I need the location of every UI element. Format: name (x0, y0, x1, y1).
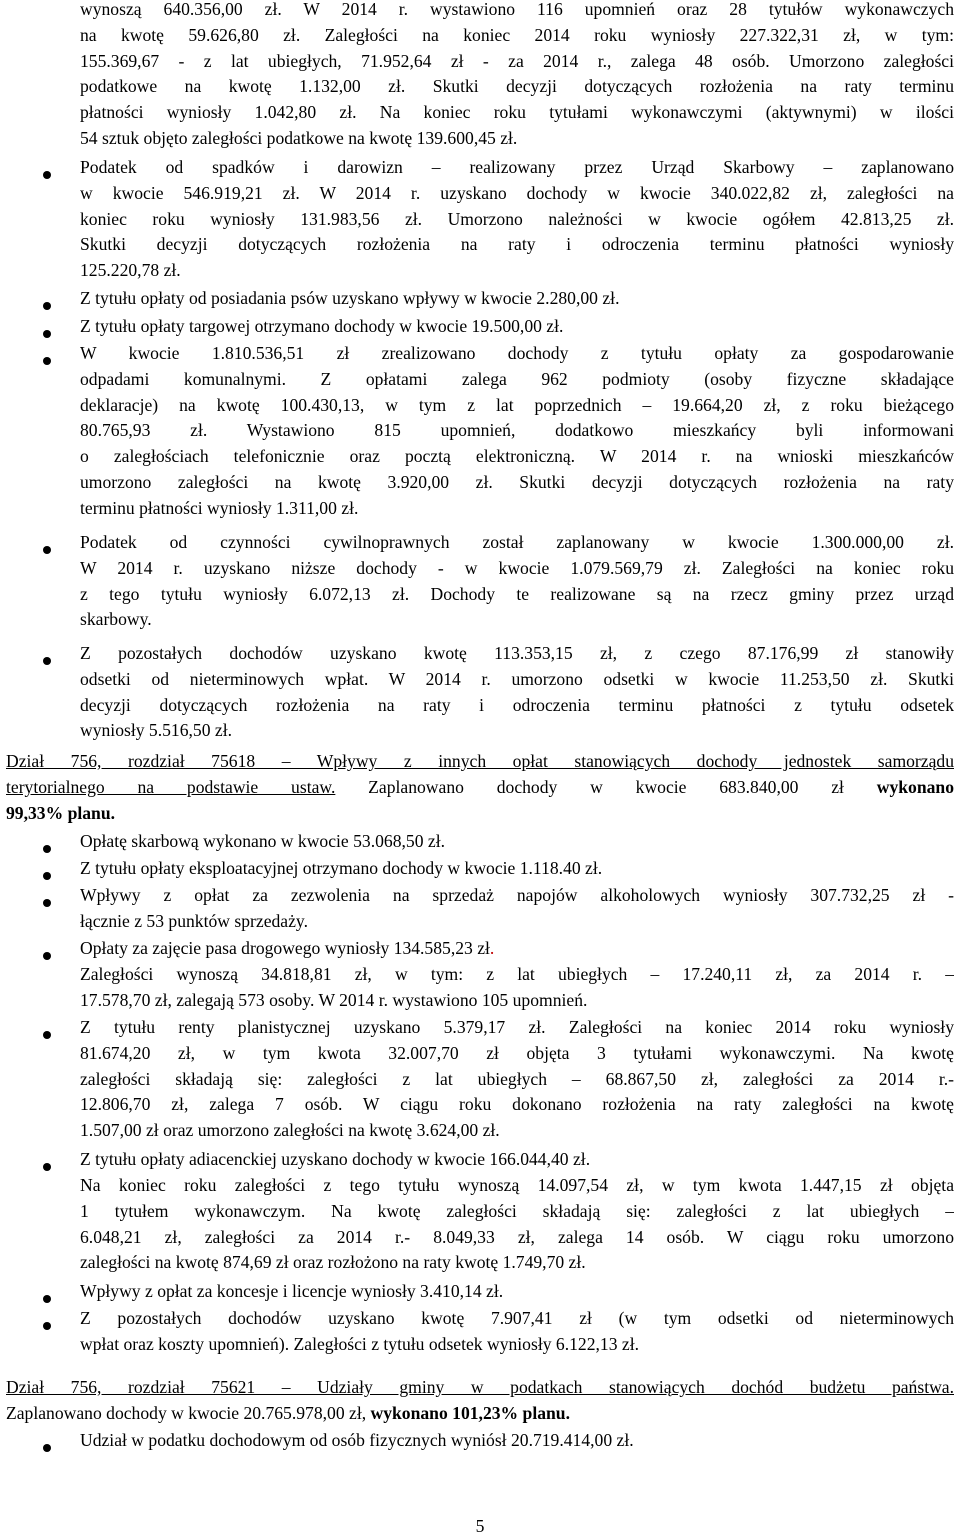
bullet-icon (43, 657, 51, 665)
text-line: Z tytułu opłaty targowej otrzymano dochody w kwocie 19.500,00 zł. (80, 316, 564, 336)
text-line: 80.765,93 zł. Wystawiono 815 upomnień, dodatkowo mieszkańcy byli informowani (80, 420, 954, 441)
text-line: 81.674,20 zł, w tym kwota 32.007,70 zł objęta 3 tytułami wykonawczymi. Na kwotę (80, 1042, 954, 1063)
text-line: o zaległościach telefonicznie oraz pocztą elektroniczną. W 2014 r. na wnioski mieszkańców (80, 446, 954, 467)
text-line: odsetki od nieterminowych wpłat. W 2014 r. umorzono odsetki w kwocie 11.253,50 zł. Skutki (80, 668, 954, 689)
list-item (80, 1279, 954, 1305)
section-heading-75621 (6, 1375, 954, 1427)
bullet-icon (43, 1322, 51, 1330)
bullet-icon (43, 952, 51, 960)
text-line: w kwocie 546.919,21 zł. W 2014 r. uzyskano dochody w kwocie 340.022,82 zł, zaległości na (80, 182, 954, 203)
executed-label: wykonano (876, 776, 954, 797)
bullet-icon (43, 1163, 51, 1171)
text-line: 12.806,70 zł, zalega 7 osób. W ciągu roku dokonano rozłożenia na raty zaległości na kwotę (80, 1094, 954, 1115)
text-line: 6.048,21 zł, zaległości za 2014 r.- 8.049,33 zł, zalega 14 osób. W ciągu roku umorzono (80, 1226, 954, 1247)
text-line: z tego tytułu wyniosły 6.072,13 zł. Dochody te realizowane są na rzecz gminy przez urząd (80, 583, 954, 604)
list-item-continuation (80, 1173, 954, 1276)
list-item (80, 936, 954, 962)
plan-text: Zaplanowano dochody w kwocie 20.765.978,00 zł, (6, 1402, 371, 1423)
list-item (80, 530, 954, 633)
text-line: Wpływy z opłat za koncesje i licencje wyniosły 3.410,14 zł. (80, 1281, 504, 1301)
list-item (80, 1015, 954, 1144)
bullet-icon (43, 1444, 51, 1452)
list-item-continuation (80, 962, 954, 1014)
text-line: podatkowe na kwotę 1.132,00 zł. Skutki decyzji dotyczących rozłożenia na raty terminu (80, 76, 954, 97)
text-line: na kwotę 59.626,80 zł. Zaległości na koniec 2014 roku wyniosły 227.322,31 zł, w tym: (80, 24, 954, 45)
text-line: W 2014 r. uzyskano niższe dochody - w kwocie 1.079.569,79 zł. Zaległości na koniec roku (80, 557, 954, 578)
text-line: zaległości na kwotę 874,69 zł oraz rozłożono na raty kwotę 1.749,70 zł. (80, 1252, 586, 1273)
text-line: koniec roku wyniosły 131.983,56 zł. Umorzono należności w kwocie ogółem 42.813,25 zł. (80, 208, 954, 229)
text-line: decyzji dotyczących rozłożenia na raty i odroczenia terminu płatności z tytułu odsetek (80, 694, 954, 715)
text-line: Udział w podatku dochodowym od osób fizycznych wyniósł 20.719.414,00 zł. (80, 1430, 634, 1450)
text-line: 125.220,78 zł. (80, 260, 181, 281)
text-line: Na koniec roku zaległości z tego tytułu wynoszą 14.097,54 zł, w tym kwota 1.447,15 zł objęta (80, 1175, 954, 1195)
text-line: odpadami komunalnymi. Z opłatami zalega 962 podmioty (osoby fizyczne składające (80, 368, 954, 389)
text-line: 1.507,00 zł oraz umorzono zaległości na kwotę 3.624,00 zł. (80, 1120, 500, 1141)
text-line: Z tytułu renty planistycznej uzyskano 5.379,17 zł. Zaległości na koniec 2014 roku wyniosły (80, 1017, 954, 1037)
bullet-icon (43, 302, 51, 310)
text-line: Z pozostałych dochodów uzyskano kwotę 113.353,15 zł, z czego 87.176,99 zł stanowiły (80, 643, 954, 663)
bullet-icon (43, 872, 51, 880)
text-line: Podatek od spadków i darowizn – realizowany przez Urząd Skarbowy – zaplanowano (80, 157, 954, 177)
plan-text: Zaplanowano dochody w kwocie 683.840,00 zł (335, 776, 877, 797)
text-line: Opłatę skarbową wykonano w kwocie 53.068,50 zł. (80, 831, 445, 851)
text-line: wynoszą 640.356,00 zł. W 2014 r. wystawiono 116 upomnień oraz 28 tytułów wykonawczych (80, 0, 954, 19)
section-plan-line (6, 1401, 954, 1427)
list-item (80, 1306, 954, 1358)
list-item (80, 341, 954, 522)
text-line: skarbowy. (80, 609, 152, 630)
list-item (80, 155, 954, 284)
red-period: . (489, 938, 495, 958)
text-line: 1 tytułem wykonawczym. Na kwotę zaległości składają się: zaległości z lat ubiegłych – (80, 1200, 954, 1221)
list-item (80, 286, 954, 312)
list-item (80, 641, 954, 744)
bullet-icon (43, 899, 51, 907)
page-number: 5 (475, 1516, 485, 1536)
text-line (80, 936, 954, 962)
list-item (80, 314, 954, 340)
text-line: łącznie z 53 punktów sprzedaży. (80, 910, 308, 931)
section-title: Dział 756, rozdział 75618 – Wpływy z innych opłat stanowiących dochody jednostek samorządu (6, 751, 954, 771)
section-heading-75618 (6, 749, 954, 826)
text-span: Opłaty za zajęcie pasa drogowego wyniosły 134.585,23 zł (80, 938, 490, 958)
text-line: Podatek od czynności cywilnoprawnych został zaplanowany w kwocie 1.300.000,00 zł. (80, 532, 954, 552)
text-line: Z tytułu opłaty od posiadania psów uzyskano wpływy w kwocie 2.280,00 zł. (80, 288, 620, 308)
continuation-paragraph (80, 0, 954, 152)
bullet-icon (43, 1031, 51, 1039)
list-item (80, 1147, 954, 1173)
text-line: deklaracje) na kwotę 100.430,13, w tym z lat poprzednich – 19.664,20 zł, z roku bieżącego (80, 394, 954, 415)
text-line: Z tytułu opłaty adiacenckiej uzyskano dochody w kwocie 166.044,40 zł. (80, 1149, 591, 1169)
text-line: Wpływy z opłat za zezwolenia na sprzedaż napojów alkoholowych wyniosły 307.732,25 zł - (80, 885, 954, 905)
text-line: Zaległości wynoszą 34.818,81 zł, w tym: z lat ubiegłych – 17.240,11 zł, za 2014 r. – (80, 964, 954, 984)
list-item (80, 1428, 954, 1454)
section-plan-line (6, 775, 954, 801)
executed-percent: 99,33% planu. (6, 802, 116, 823)
text-line: Z pozostałych dochodów uzyskano kwotę 7.907,41 zł (w tym odsetki od nieterminowych (80, 1308, 954, 1328)
bullet-icon (43, 1295, 51, 1303)
bullet-icon (43, 357, 51, 365)
text-line: Skutki decyzji dotyczących rozłożenia na raty i odroczenia terminu płatności wyniosły (80, 234, 954, 255)
list-item (80, 883, 954, 935)
text-line: terminu płatności wyniosły 1.311,00 zł. (80, 497, 359, 518)
text-line: płatności wyniosły 1.042,80 zł. Na koniec roku tytułami wykonawczymi (aktywnymi) w ilości (80, 102, 954, 123)
text-line: W kwocie 1.810.536,51 zł zrealizowano dochody z tytułu opłaty za gospodarowanie (80, 343, 954, 363)
section-title: Dział 756, rozdział 75621 – Udziały gminy w podatkach stanowiących dochód budżetu państwa. (6, 1377, 954, 1397)
text-line: zaległości składają się: zaległości z lat ubiegłych – 68.867,50 zł, zaległości za 2014 r.- (80, 1068, 954, 1089)
bullet-icon (43, 845, 51, 853)
bullet-icon (43, 330, 51, 338)
list-item (80, 856, 954, 882)
text-line: umorzono zaległości na kwotę 3.920,00 zł. Skutki decyzji dotyczących rozłożenia na raty (80, 471, 954, 492)
text-line: wyniosły 5.516,50 zł. (80, 720, 232, 741)
section-title-end: terytorialnego na podstawie ustaw. (6, 776, 336, 797)
text-line: 54 sztuk objęto zaległości podatkowe na kwotę 139.600,45 zł. (80, 127, 518, 148)
bullet-icon (43, 171, 51, 179)
bullet-icon (43, 546, 51, 554)
text-line: 17.578,70 zł, zalegają 573 osoby. W 2014 r. wystawiono 105 upomnień. (80, 989, 588, 1010)
executed-percent: wykonano 101,23% planu. (370, 1402, 570, 1423)
list-item (80, 829, 954, 855)
text-line: Z tytułu opłaty eksploatacyjnej otrzymano dochody w kwocie 1.118.40 zł. (80, 858, 603, 878)
text-line: 155.369,67 - z lat ubiegłych, 71.952,64 zł - za 2014 r., zalega 48 osób. Umorzono zaległości (80, 50, 954, 71)
text-line: wpłat oraz koszty upomnień). Zaległości z tytułu odsetek wyniosły 6.122,13 zł. (80, 1333, 639, 1354)
